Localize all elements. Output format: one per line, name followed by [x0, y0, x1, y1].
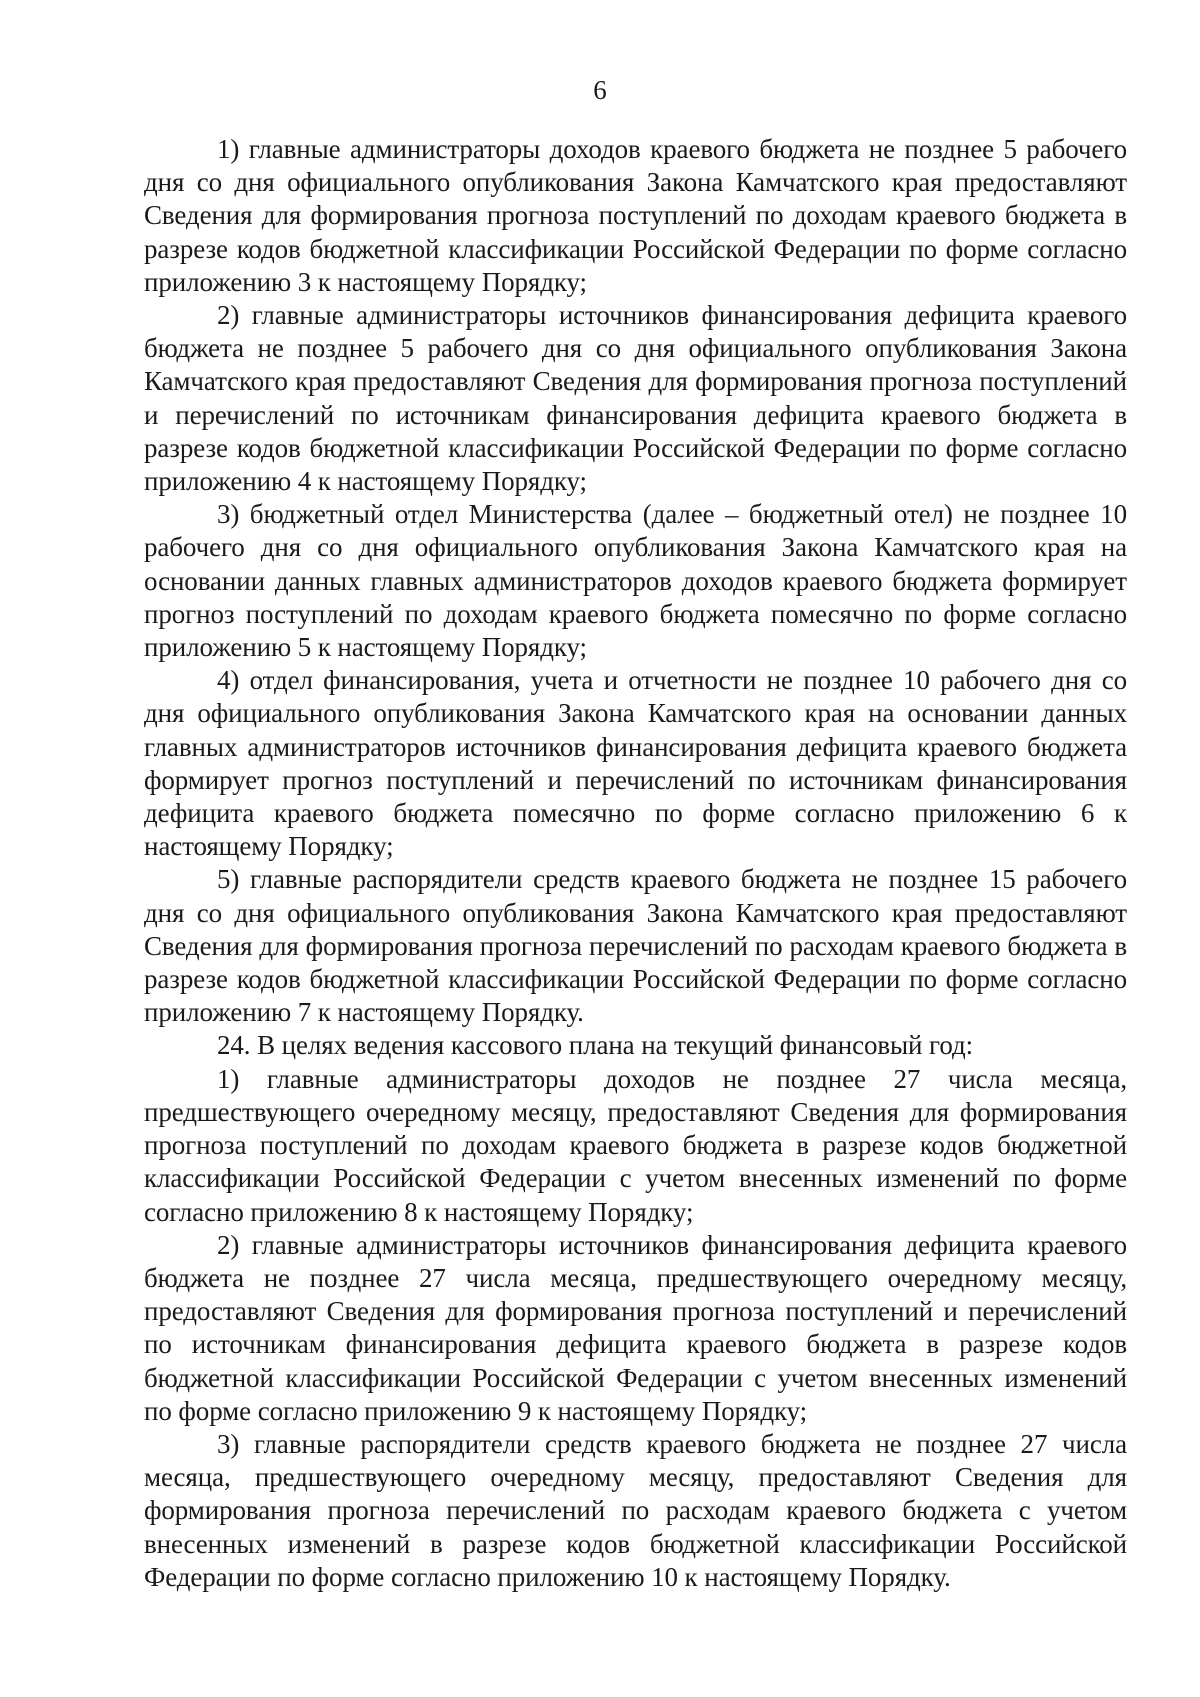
document-body: [144, 133, 1127, 1594]
paragraph-1-item-4: 4) отдел финансирования, учета и отчетности не позднее 10 рабочего дня со дня официального опубликования Закона Камчатского края на основании данных главных администраторов источников финансирования дефицита краевого бюджета формирует прогноз поступлений и перечислений по источникам финансирования дефицита краевого бюджета помесячно по форме согласно приложению 6 к настоящему Порядку;: [144, 665, 1127, 862]
paragraph-1-item-5: 5) главные распорядители средств краевого бюджета не позднее 15 рабочего дня со дня официального опубликования Закона Камчатского края предоставляют Сведения для формирования прогноза перечислений по расходам краевого бюджета в разрезе кодов бюджетной классификации Российской Федерации по форме согласно приложению 7 к настоящему Порядку.: [144, 864, 1127, 1028]
section-24-item-3: 3) главные распорядители средств краевого бюджета не позднее 27 числа месяца, предшествующего очередному месяцу, предоставляют Сведения для формирования прогноза перечислений по расходам краевого бюджета с учетом внесенных изменений в разрезе кодов бюджетной классификации Российской Федерации по форме согласно приложению 10 к настоящему Порядку.: [144, 1428, 1127, 1592]
paragraph-1-item-1: 1) главные администраторы доходов краевого бюджета не позднее 5 рабочего дня со дня официального опубликования Закона Камчатского края предоставляют Сведения для формирования прогноза поступлений по доходам краевого бюджета в разрезе кодов бюджетной классификации Российской Федерации по форме согласно приложению 3 к настоящему Порядку;: [144, 134, 1127, 297]
section-24-item-1: 1) главные администраторы доходов не позднее 27 числа месяца, предшествующего очередному месяцу, предоставляют Сведения для формирования прогноза поступлений по доходам краевого бюджета в разрезе кодов бюджетной классификации Российской Федерации с учетом внесенных изменений по форме согласно приложению 8 к настоящему Порядку;: [144, 1063, 1127, 1227]
page-number: 6: [593, 75, 607, 105]
paragraph-1-item-2: 2) главные администраторы источников финансирования дефицита краевого бюджета не позднее 5 рабочего дня со дня официального опубликования Закона Камчатского края предоставляют Сведения для формирования прогноза поступлений и перечислений по источникам финансирования дефицита краевого бюджета в разрезе кодов бюджетной классификации Российской Федерации по форме согласно приложению 4 к настоящему Порядку;: [144, 300, 1127, 497]
paragraph-1-item-3: 3) бюджетный отдел Министерства (далее – бюджетный отел) не позднее 10 рабочего дня со дня официального опубликования Закона Камчатского края на основании данных главных администраторов доходов краевого бюджета формирует прогноз поступлений по доходам краевого бюджета помесячно по форме согласно приложению 5 к настоящему Порядку;: [144, 499, 1127, 663]
section-24-item-2: 2) главные администраторы источников финансирования дефицита краевого бюджета не позднее 27 числа месяца, предшествующего очередному месяцу, предоставляют Сведения для формирования прогноза поступлений и перечислений по источникам финансирования дефицита краевого бюджета в разрезе кодов бюджетной классификации Российской Федерации с учетом внесенных изменений по форме согласно приложению 9 к настоящему Порядку;: [144, 1229, 1127, 1426]
section-24-heading: 24. В целях ведения кассового плана на текущий финансовый год:: [217, 1030, 974, 1061]
